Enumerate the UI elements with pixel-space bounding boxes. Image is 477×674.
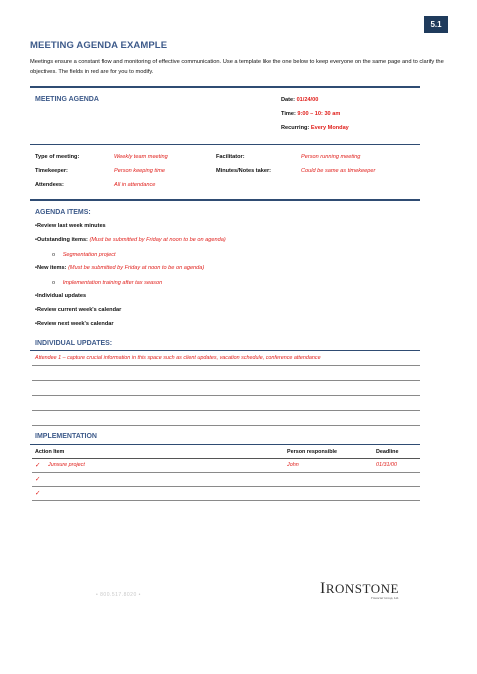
recurring-value: Every Monday [310, 125, 349, 131]
info-bottom-rule [30, 199, 420, 201]
individual-updates-heading: INDIVIDUAL UPDATES: [35, 340, 113, 347]
action-item-cell: Junxure project [48, 462, 85, 468]
agenda-sub-item [52, 252, 116, 258]
type-of-meeting-value: Weekly team meeting [114, 154, 168, 160]
table-header-rule [32, 458, 420, 459]
update-line [32, 395, 420, 396]
checkmark-icon: ✓ [35, 490, 41, 497]
notes-taker-label: Minutes/Notes taker: [216, 168, 272, 174]
logo-tagline: Financial Group, Ltd. [370, 596, 399, 600]
col-header-action-item: Action Item [35, 449, 65, 455]
type-of-meeting-label: Type of meeting: [35, 154, 80, 160]
agenda-item: •Review current week's calendar [35, 307, 122, 313]
col-header-deadline: Deadline [376, 449, 399, 455]
person-cell: John [287, 462, 299, 468]
logo-wordmark: IRONSTONE [320, 580, 399, 597]
document-title: MEETING AGENDA EXAMPLE [30, 40, 168, 51]
update-line [32, 365, 420, 366]
date-field [281, 97, 318, 103]
page-number-badge: 5.1 [424, 16, 448, 33]
time-field [281, 111, 340, 117]
intro-paragraph: Meetings ensure a constant flow and monitoring of effective communication. Use a template like the one below to keep everyone on the same page and to clarify the objectives. The fields in red are for you to modify. [30, 59, 444, 75]
table-row-rule [32, 486, 420, 487]
update-line [32, 380, 420, 381]
update-line [32, 425, 420, 426]
agenda-item [35, 237, 226, 243]
agenda-item: •Review next week's calendar [35, 321, 114, 327]
agenda-item: •Individual updates [35, 293, 87, 299]
implementation-heading: IMPLEMENTATION [35, 433, 97, 440]
meeting-agenda-heading: MEETING AGENDA [35, 96, 99, 103]
agenda-item-note: (Must be submitted by Friday at noon to be on agenda) [68, 265, 205, 271]
top-rule [30, 86, 420, 88]
time-label: Time: [281, 111, 296, 117]
table-row-rule [32, 500, 420, 501]
date-value: 01/24/00 [296, 97, 319, 103]
header-divider [30, 144, 420, 145]
facilitator-label: Facilitator: [216, 154, 245, 160]
footer-phone: • 800.517.8020 • [96, 592, 141, 598]
facilitator-value: Person running meeting [301, 154, 361, 160]
checkmark-icon: ✓ [35, 462, 41, 469]
sub-bullet: o [52, 252, 56, 258]
agenda-sub-item-text: Implementation training after tax season [62, 280, 163, 286]
company-logo [320, 580, 399, 600]
agenda-item [35, 265, 204, 271]
agenda-items-heading: AGENDA ITEMS: [35, 209, 91, 216]
timekeeper-value: Person keeping time [114, 168, 165, 174]
update-line-text: Attendee 1 – capture crucial information in this space such as client updates, vacation schedule, conference attendance [35, 355, 321, 361]
recurring-label: Recurring: [281, 125, 310, 131]
attendees-label: Attendees: [35, 182, 64, 188]
col-header-person-responsible: Person responsible [287, 449, 338, 455]
agenda-sub-item-text: Segmentation project [62, 252, 116, 258]
date-label: Date: [281, 97, 295, 103]
agenda-item-label: •Outstanding items: [35, 237, 88, 243]
recurring-field [281, 125, 349, 131]
implementation-rule [30, 444, 420, 445]
attendees-value: All in attendance [114, 182, 156, 188]
table-row-rule [32, 472, 420, 473]
agenda-item-note: (Must be submitted by Friday at noon to be on agenda) [89, 237, 226, 243]
checkmark-icon: ✓ [35, 476, 41, 483]
agenda-item-label: •New items: [35, 265, 67, 271]
agenda-item: •Review last week minutes [35, 223, 106, 229]
updates-rule [30, 350, 420, 351]
notes-taker-value: Could be same as timekeeper [301, 168, 376, 174]
timekeeper-label: Timekeeper: [35, 168, 68, 174]
agenda-sub-item [52, 280, 162, 286]
sub-bullet: o [52, 280, 56, 286]
update-line [32, 410, 420, 411]
deadline-cell: 01/31/00 [376, 462, 397, 468]
time-value: 9:00 – 10: 30 am [297, 111, 341, 117]
